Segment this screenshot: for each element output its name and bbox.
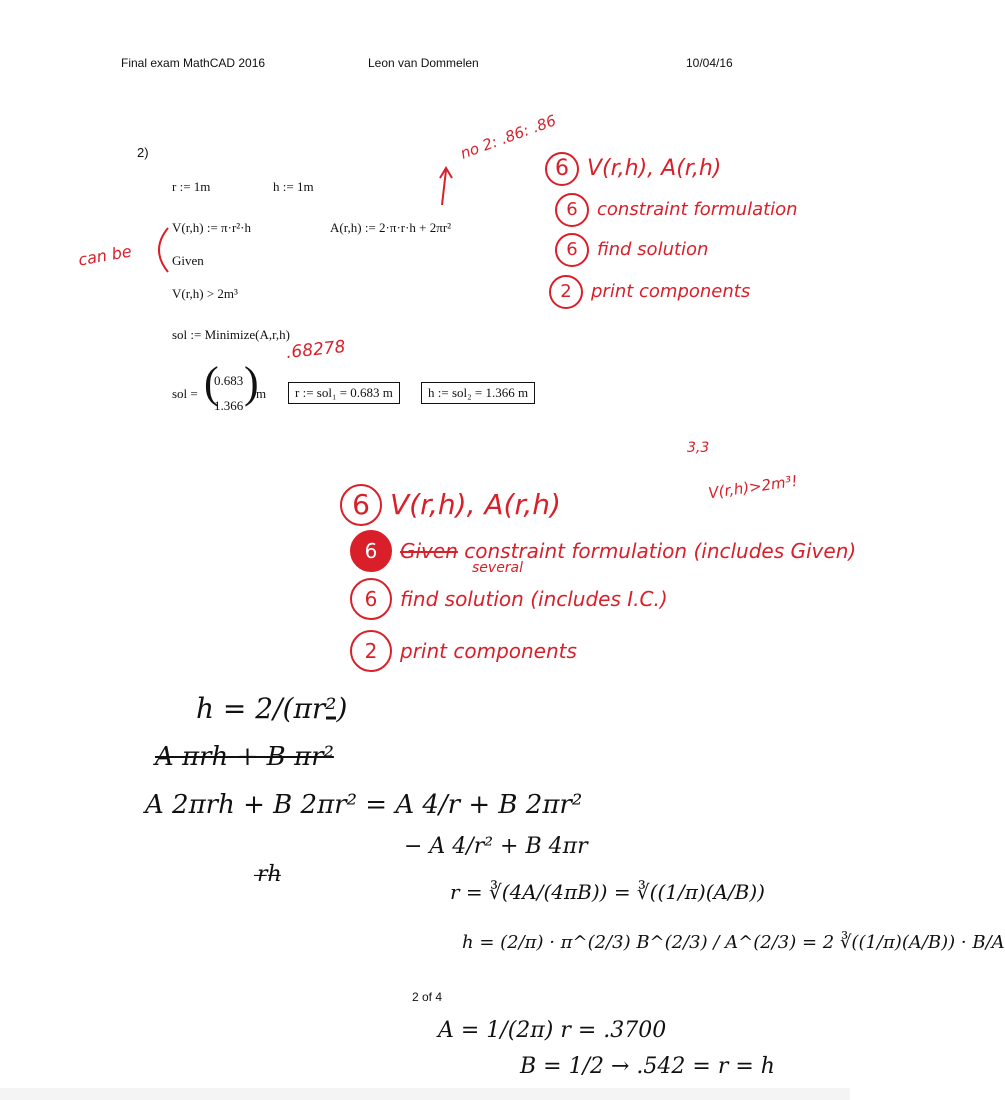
handwritten-line-7: A = 1/(2π) r = .3700 — [438, 1018, 667, 1043]
handwritten-line-1: h = 2/(πr²) — [196, 692, 348, 725]
matrix-left-paren: ( — [204, 358, 219, 407]
handwritten-line-5: r = ∛(4A/(4πB)) = ∛((1/π)(A/B)) — [450, 880, 765, 904]
rubric-mid-item-1: 6 V(r,h), A(r,h) — [340, 484, 561, 526]
grader-score: 3,3 — [687, 440, 710, 456]
rubric-mid-item-4: 2 print components — [350, 630, 577, 672]
header-left: Final exam MathCAD 2016 — [121, 56, 266, 70]
rubric-mid-item-2: 6 Given constraint formulation (includes Given) — [350, 530, 856, 572]
grader-side-note: V(r,h)>2m³! — [707, 471, 799, 503]
handwritten-line-6: h = (2/π) · π^(2/3) B^(2/3) / A^(2/3) = 2 ∛((1/π)(A/B)) · B/A — [462, 932, 1005, 953]
rubric-top-item-2: 6 constraint formulation — [555, 193, 798, 227]
constraint-expression: V(r,h) > 2m³ — [172, 286, 238, 301]
rubric-mid-item-3: 6 find solution (includes I.C.) — [350, 578, 668, 620]
grader-margin-note: no 2: .86: .86 — [457, 111, 559, 163]
solution-label: sol = — [172, 386, 198, 401]
matrix-right-paren: ) — [244, 358, 259, 407]
handwritten-line-8: B = 1/2 → .542 = r = h — [520, 1054, 775, 1079]
handwritten-line-3: A 2πrh + B 2πr² = A 4/r + B 2πr² — [145, 790, 583, 820]
handwritten-line-4: − A 4/r² + B 4πr — [404, 834, 588, 859]
volume-definition: V(r,h) := π·r²·h — [172, 220, 251, 235]
grader-left-note: can be — [76, 241, 134, 270]
h-result-box: h := sol₂ = 1.366 m — [421, 382, 535, 404]
rubric-top-item-4: 2 print components — [549, 275, 750, 309]
grader-above-solution: .68278 — [285, 336, 347, 364]
problem-number: 2) — [137, 145, 149, 160]
r-result-box: r := sol₁ = 0.683 m — [288, 382, 400, 404]
minimize-call: sol := Minimize(A,r,h) — [172, 327, 291, 342]
h-definition: h := 1m — [273, 179, 314, 194]
solution-value-1: 0.683 — [214, 373, 244, 388]
r-definition: r := 1m — [172, 179, 211, 194]
area-definition: A(r,h) := 2·π·r·h + 2πr² — [330, 220, 452, 235]
rubric-mid-insert: several — [472, 560, 524, 576]
handwritten-scribble: r̶h̶ — [257, 862, 282, 887]
page-number: 2 of 4 — [412, 990, 443, 1004]
page-bottom-edge — [0, 1088, 850, 1100]
handwritten-line-2: A πrh + B πr² — [155, 742, 334, 772]
solution-value-2: 1.366 — [214, 398, 244, 413]
given-keyword: Given — [172, 253, 204, 268]
rubric-top-item-1: 6 V(r,h), A(r,h) — [545, 152, 721, 186]
header-center: Leon van Dommelen — [368, 56, 479, 70]
header-right: 10/04/16 — [686, 56, 733, 70]
rubric-top-item-3: 6 find solution — [555, 233, 708, 267]
solution-unit: m — [256, 386, 267, 401]
